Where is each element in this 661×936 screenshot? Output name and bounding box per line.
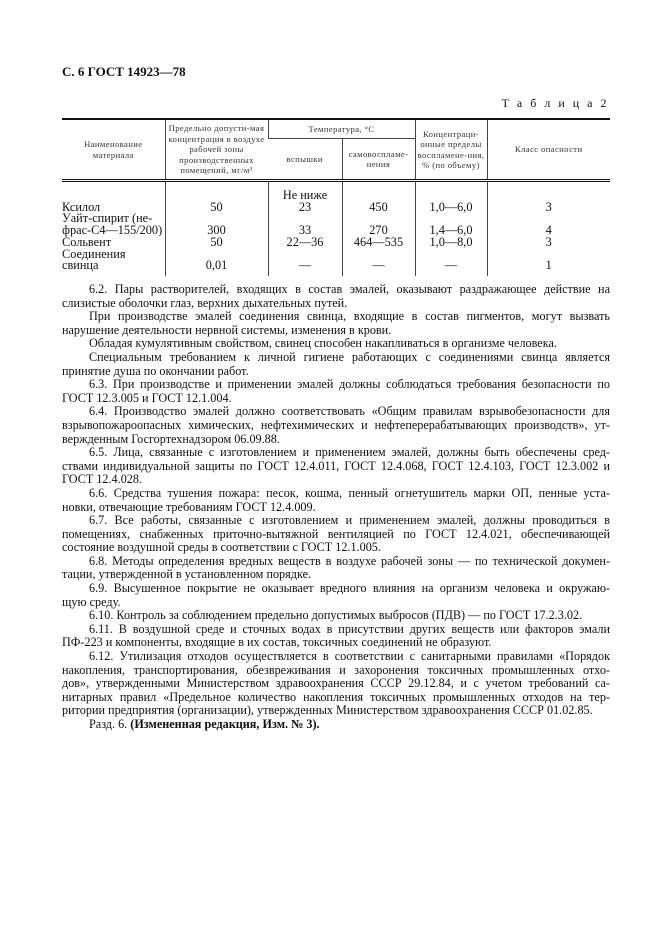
cell-hazard-class: 3 [487,202,610,214]
table-row [62,225,610,237]
cell-material: Уайт-спирит (не- [62,211,153,226]
header-hazard-class: Класс опасности [487,119,610,181]
cell-hazard-class [487,181,610,202]
paragraph [62,310,610,337]
paragraph [62,405,610,446]
paragraph-line: вержденным Госгортехнадзором 06.09.88. [62,432,280,446]
cell-pdk [165,181,268,202]
paragraph-line: При производстве эмалей соединения свинца, входящие в состав пигментов, могут вызвать [89,310,610,324]
paragraph-line: нарушение деятельности нервной системы, изменения в крови. [62,323,392,337]
paragraph-line: ГОСТ 12.3.005 и ГОСТ 12.1.004. [62,391,232,405]
cell-pdk: 0,01 [165,260,268,276]
page-header-title: С. 6 ГОСТ 14923—78 [62,64,186,79]
cell-material: Ксилол [62,199,101,214]
cell-autoignition: 464—535 [342,237,415,249]
paragraph-line: нитарных правил «Предельное количество накопления токсичных промышленных отходов на тер- [62,690,610,704]
paragraph-line: ствами индивидуальной защиты по ГОСТ 12.4.011, ГОСТ 12.4.068, ГОСТ 12.4.103, ГОСТ 12.3.002 и [62,459,610,473]
paragraph-line: 6.4. Производство эмалей должно соответствовать «Общим правилам взрывобезопасности для [89,405,610,419]
paragraph [62,650,610,718]
hazard-table [62,118,610,276]
amendment-text: (Измененная редакция, Изм. № 3). [130,718,320,731]
paragraph [62,487,610,514]
paragraph-line: слизистые оболочки глаз, верхних дыхательных путей. [62,296,348,310]
cell-hazard-class: 1 [487,260,610,276]
paragraph-line: ГОСТ 12.4.028. [62,473,143,487]
document-body [62,283,610,732]
cell-flash: 33 [268,225,342,237]
table-body [62,181,610,276]
paragraph [62,446,610,487]
amendment-note [62,718,610,732]
cell-pdk: 300 [165,225,268,237]
cell-material: фрас-С4—155/200) [62,223,163,238]
paragraph [62,623,610,650]
paragraph-line: щую среду. [62,595,121,609]
cell-pdk: 50 [165,237,268,249]
paragraph-line: Обладая кумулятивным свойством, свинец способен накапливаться в организме человека. [89,337,557,351]
table-row [62,249,610,261]
paragraph-line: принятие душа по окончании работ. [62,364,249,378]
paragraph-line: 6.3. При производстве и применении эмалей должны соблюдаться требования безопасности по [89,378,610,392]
paragraph-line: 6.7. Все работы, связанные с изготовлением и применением эмалей, должны проводиться в [89,514,610,528]
header-autoignition: самовоспламе-нения [342,139,415,181]
table-row [62,181,610,202]
cell-flash: 22—36 [268,237,342,249]
paragraph-line: 6.6. Средства тушения пожара: песок, кошма, пенный огнетушитель марки ОП, пенные уста- [89,486,610,500]
cell-limits [415,181,487,202]
cell-limits: — [415,260,487,276]
paragraph [62,555,610,582]
cell-limits: 1,4—6,0 [415,225,487,237]
header-material: Наименование материала [62,119,165,181]
paragraph-line: 6.12. Утилизация отходов осуществляется в соответствии с санитарными правилами «Порядок [89,650,610,664]
paragraph-line: тации, утвержденной в установленном порядке. [62,568,312,582]
paragraph [62,514,610,555]
paragraph-line: состояние воздушной среды в соответствии с ГОСТ 12.1.005. [62,541,381,555]
cell-flash: — [268,260,342,276]
cell-hazard-class: 4 [487,225,610,237]
paragraph-line: новки, отвечающие требованиям ГОСТ 12.4.009. [62,500,316,514]
paragraph-line: накопления, транспортирования, обезвреживания и захоронения токсичных промышленных отхо- [62,663,610,677]
paragraph [62,378,610,405]
paragraph-line: ПФ-223 и компоненты, входящие в их состав, токсичных соединений не образуют. [62,636,492,650]
cell-material [62,181,165,202]
paragraph-line: 6.2. Пары растворителей, входящих в состав эмалей, оказывают раздражающее действие на [89,283,610,296]
paragraph-line: 6.8. Методы определения вредных веществ в воздухе рабочей зоны — по технической докумен- [89,554,610,568]
header-limits: Концентраци-онные пределы воспламене-ния, % (по объему) [415,119,487,181]
paragraph [62,351,610,378]
paragraph-line: взрывопожароопасных химических, нефтехимических и нефтеперерабатывающих производств», ут- [62,418,610,432]
paragraph-line: Специальным требованием к личной гигиене работающих с соединениями свинца является [89,350,610,364]
paragraph-line: 6.11. В воздушной среде и сточных водах в присутствии других веществ или факторов эмали [89,622,610,636]
paragraph [62,582,610,609]
cell-flash: Не ниже [268,181,342,202]
paragraph-line: 6.10. Контроль за соблюдением предельно допустимых выбросов (ПДВ) — по ГОСТ 17.2.3.02. [89,609,583,623]
paragraph [62,609,610,623]
paragraph-line: помещениях, снабженных приточно-вытяжной вентиляцией по ГОСТ 12.4.021, обеспечивающей [62,527,610,541]
table-row [62,237,610,249]
header-pdk: Предельно допусти-мая концентрация в воздухе рабочей зоны производственных помещений, мг/м³ [165,119,268,181]
cell-autoignition: 270 [342,225,415,237]
cell-limits: 1,0—8,0 [415,237,487,249]
cell-hazard-class: 3 [487,237,610,249]
cell-material: Соединения [62,246,126,261]
cell-autoignition [342,181,415,202]
cell-pdk: 50 [165,202,268,214]
paragraph-line: дов», утвержденными Министерством здравоохранения СССР 29.12.84, и с учетом требований са- [62,677,610,691]
table-caption: Т а б л и ц а 2 [501,96,609,110]
cell-autoignition: — [342,260,415,276]
cell-limits: 1,0—6,0 [415,202,487,214]
amendment-prefix: Разд. 6. [89,718,131,731]
paragraph-line: 6.9. Высушенное покрытие не оказывает вредного влияния на организм человека и окружаю- [89,582,610,596]
cell-material: Сольвент [62,234,112,249]
table-row [62,260,610,276]
header-flash: вспышки [268,139,342,181]
paragraph [62,283,610,310]
paragraph-line: ритории предприятия (организации), утвержденных Министерством здравоохранения СССР 01.02.85. [62,704,593,718]
paragraph [62,337,610,351]
cell-autoignition: 450 [342,202,415,214]
header-temperature: Температура, °С [268,119,415,139]
paragraph-line: 6.5. Лица, связанные с изготовлением и применением эмалей, должны быть обеспечены сред- [89,446,610,460]
cell-material: свинца [62,258,99,273]
cell-flash: 23 [268,202,342,214]
